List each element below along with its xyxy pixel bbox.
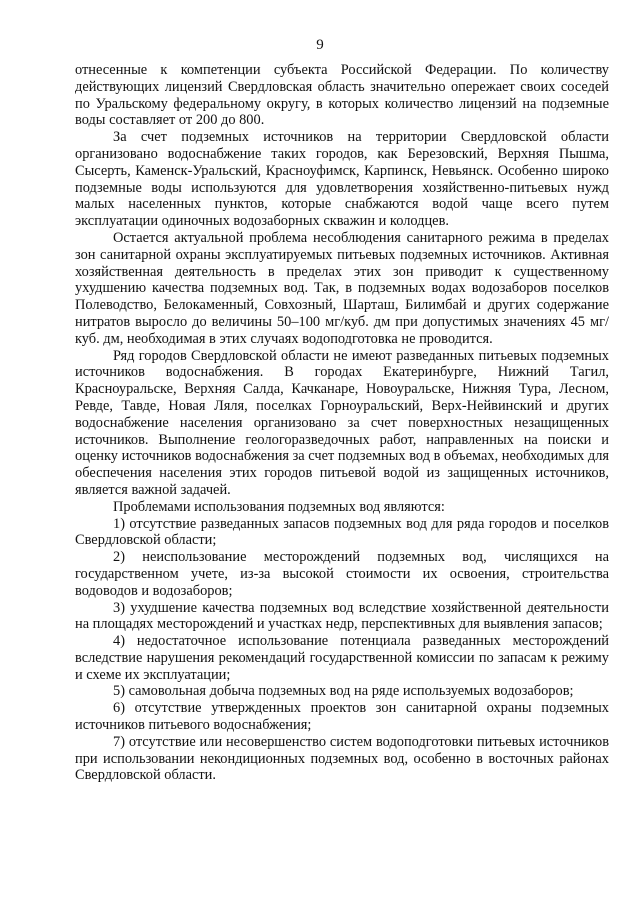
list-item-2: 2) неиспользование месторождений подземных вод, числящихся на государственном учете, из-за высокой стоимости их освоения, строительства водоводов и водозаборов; — [75, 549, 609, 599]
list-item-1: 1) отсутствие разведанных запасов подземных вод для ряда городов и поселков Свердловской области; — [75, 515, 609, 549]
paragraph-sanitary-regime: Остается актуальной проблема несоблюдения санитарного режима в пределах зон санитарной охраны эксплуатируемых питьевых подземных источников. Активная хозяйственная деятельность в пределах этих зон приводит к существенному ухудшению качества подземных вод. Так, в подземных водах водозаборов поселков Полеводство, Белокаменный, Совхозный, Шарташ, Билимбай и других содержание нитратов выросло до величины 50–100 мг/куб. дм при допустимых значениях 45 мг/куб. дм, необходимая в этих случаях водоподготовка не проводится. — [75, 229, 609, 347]
paragraph-water-supply-cities: За счет подземных источников на территории Свердловской области организовано водоснабжение таких городов, как Березовский, Верхняя Пышма, Сысерть, Каменск-Уральский, Красноуфимск, Карпинск, Невьянск. Особенно широко подземные воды используются для удовлетворения хозяйственно-питьевых нужд малых населенных пунктов, которые снабжаются водой чаще всего путем эксплуатации одиночных водозаборных скважин и колодцев. — [75, 129, 609, 230]
paragraph-problems-intro: Проблемами использования подземных вод являются: — [113, 498, 445, 515]
list-item-7: 7) отсутствие или несовершенство систем водоподготовки питьевых источников при использовании некондиционных подземных вод, особенно в восточных районах Свердловской области. — [75, 733, 609, 784]
page-number: 9 — [316, 37, 324, 53]
paragraph-continuation: отнесенные к компетенции субъекта Российской Федерации. По количеству действующих лицензий Свердловская область значительно опережает своих соседей по Уральскому федеральному округу, в которых количество лицензий на подземные воды составляет от 200 до 800. — [75, 62, 609, 129]
list-item-6: 6) отсутствие утвержденных проектов зон санитарной охраны подземных источников питьевого водоснабжения; — [75, 700, 609, 734]
list-item-5: 5) самовольная добыча подземных вод на ряде используемых водозаборов; — [113, 683, 574, 700]
paragraph-unexplored-sources: Ряд городов Свердловской области не имеют разведанных питьевых подземных источников водоснабжения. В городах Екатеринбурге, Нижний Тагил, Красноуральске, Верхняя Салда, Качканаре, Новоуральске, Нижняя Тура, Лесном, Ревде, Тавде, Новая Ляля, поселках Горноуральский, Верх-Нейвинский и других водоснабжение населения организовано за счет поверхностных незащищенных источников. Выполнение геологоразведочных работ, направленных на поиски и оценку источников водоснабжения за счет подземных вод в объемах, необходимых для обеспечения населения этих городов питьевой водой из защищенных источников, является важной задачей. — [75, 347, 609, 498]
list-item-3: 3) ухудшение качества подземных вод вследствие хозяйственной деятельности на площадях месторождений и участках недр, перспективных для выявления запасов; — [75, 599, 609, 633]
list-item-4: 4) недостаточное использование потенциала разведанных месторождений вследствие нарушения рекомендаций государственной комиссии по запасам к режиму и схеме их эксплуатации; — [75, 633, 609, 683]
body-text — [75, 62, 609, 784]
